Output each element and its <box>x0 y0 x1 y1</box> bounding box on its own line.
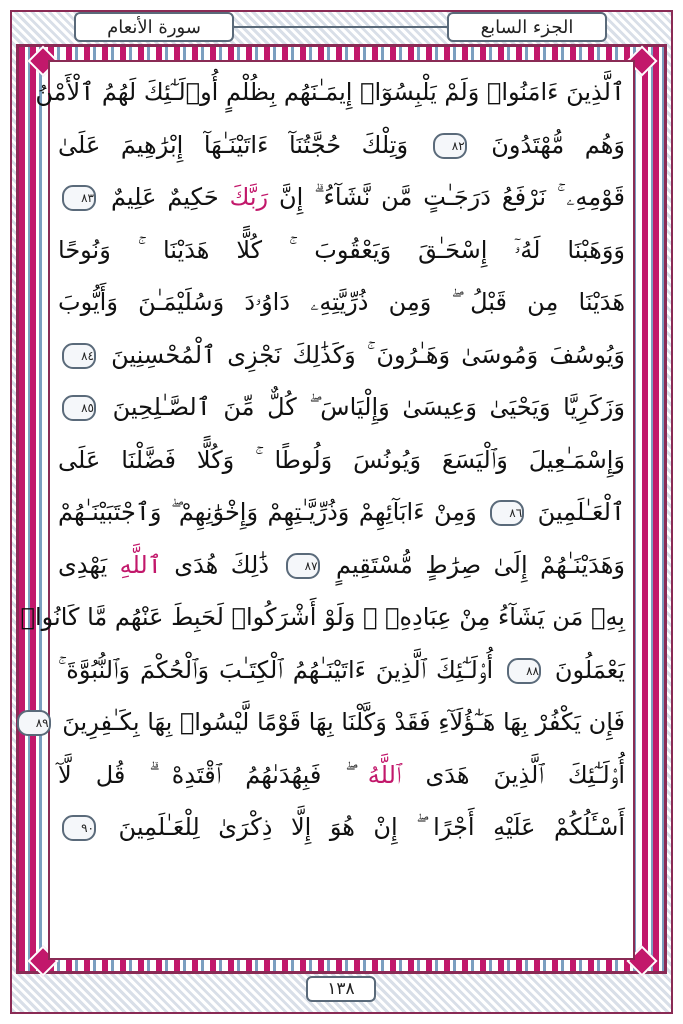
verse-text: ۖ فَبِهُدَىٰهُمُ ٱقْتَدِهْ ۗ قُل لَّآ <box>58 760 346 789</box>
verse-text: ٱلَّذِينَ ءَامَنُوا۟ وَلَمْ يَلْبِسُوٓا۟ إِيمَـٰنَهُم بِظُلْمٍ أُو۟لَـٰٓئِكَ لَهُمُ ٱلْأَمْنُ <box>35 78 625 106</box>
verse-text: وَوَهَبْنَا لَهُۥٓ إِسْحَـٰقَ وَيَعْقُوبَ ۚ كُلًّا هَدَيْنَا ۚ وَنُوحًا <box>58 235 625 264</box>
page-number: ١٣٨ <box>306 976 376 1002</box>
ayah-number-marker: ٨٦ <box>490 500 524 526</box>
verse-text: يَعْمَلُونَ <box>554 655 625 684</box>
divine-name-highlight: ٱللَّهُ <box>367 760 402 789</box>
verse-line <box>58 171 625 224</box>
verse-line <box>58 801 625 854</box>
ayah-number-marker: ٨٧ <box>286 553 320 579</box>
ayah-number-marker: ٨٨ <box>507 658 541 684</box>
verse-text: ٱلْعَـٰلَمِينَ <box>537 498 625 526</box>
verse-text: ذَٰلِكَ هُدَى <box>174 550 270 579</box>
verse-text: وَمِنْ ءَابَآئِهِمْ وَذُرِّيَّـٰتِهِمْ وَإِخْوَٰنِهِمْ ۖ وَٱجْتَبَيْنَـٰهُمْ <box>58 498 477 526</box>
verse-line <box>58 644 625 697</box>
verse-line <box>35 66 625 119</box>
divine-name-highlight: رَبَّكَ <box>229 183 269 211</box>
ayah-number-marker: ٩٠ <box>62 815 96 841</box>
verse-text: بِهِۦ مَن يَشَآءُ مِنْ عِبَادِهِۦ ۚ وَلَوْ أَشْرَكُوا۟ لَحَبِطَ عَنْهُم مَّا كَانُوا۟ <box>20 603 625 631</box>
verse-text: يَهْدِى <box>58 550 108 579</box>
verse-text: هَدَيْنَا مِن قَبْلُ ۖ وَمِن ذُرِّيَّتِهِۦ دَاوُۥدَ وَسُلَيْمَـٰنَ وَأَيُّوبَ <box>58 288 625 316</box>
divine-name-highlight: ٱللَّهِ <box>119 550 162 579</box>
verse-line <box>58 329 625 382</box>
verse-text: فَإِن يَكْفُرْ بِهَا هَـٰٓؤُلَآءِ فَقَدْ وَكَّلْنَا بِهَا قَوْمًا لَّيْسُوا۟ بِهَا بِكَـٰفِرِينَ <box>62 708 625 736</box>
verse-line <box>58 749 625 802</box>
verse-text: أُو۟لَـٰٓئِكَ ٱلَّذِينَ هَدَى <box>425 760 625 789</box>
verse-text: وَزَكَرِيَّا وَيَحْيَىٰ وَعِيسَىٰ وَإِلْيَاسَ ۖ كُلٌّ مِّنَ ٱلصَّـٰلِحِينَ <box>112 393 625 421</box>
verse-line <box>58 539 625 592</box>
verse-line <box>58 224 625 277</box>
verse-line <box>58 276 625 329</box>
verse-text: حَكِيمٌ عَلِيمٌ <box>110 183 219 211</box>
verse-text: وَهَدَيْنَـٰهُمْ إِلَىٰ صِرَٰطٍ مُّسْتَقِيمٍ <box>336 550 625 579</box>
verse-line <box>58 486 625 539</box>
juz-label: الجزء السابع <box>447 12 607 42</box>
verse-text: أُو۟لَـٰٓئِكَ ٱلَّذِينَ ءَاتَيْنَـٰهُمُ ٱلْكِتَـٰبَ وَٱلْحُكْمَ وَٱلنُّبُوَّةَ ۚ <box>58 655 494 684</box>
ayah-number-marker: ٨٤ <box>62 343 96 369</box>
verse-text: أَسْـَٔلُكُمْ عَلَيْهِ أَجْرًا ۖ إِنْ هُوَ إِلَّا ذِكْرَىٰ لِلْعَـٰلَمِينَ <box>118 813 625 841</box>
verse-text: وَيُوسُفَ وَمُوسَىٰ وَهَـٰرُونَ ۚ وَكَذَٰلِكَ نَجْزِى ٱلْمُحْسِنِينَ <box>111 340 625 369</box>
verse-line <box>58 381 625 434</box>
verse-text: وَهُم مُّهْتَدُونَ <box>491 130 625 159</box>
verse-line <box>58 119 625 172</box>
ayah-number-marker: ٨٣ <box>62 185 96 211</box>
header-divider <box>234 26 447 28</box>
verse-line <box>58 434 625 487</box>
ayah-number-marker: ٨٩ <box>17 710 51 736</box>
surah-name-label: سورة الأنعام <box>74 12 234 42</box>
ayah-number-marker: ٨٥ <box>62 395 96 421</box>
verse-text: وَإِسْمَـٰعِيلَ وَٱلْيَسَعَ وَيُونُسَ وَلُوطًا ۚ وَكُلًّا فَضَّلْنَا عَلَى <box>58 445 625 474</box>
verse-lines <box>20 66 625 854</box>
ayah-number-marker: ٨٢ <box>433 133 467 159</box>
verse-text: قَوْمِهِۦ ۚ نَرْفَعُ دَرَجَـٰتٍ مَّن نَّشَآءُ ۗ إِنَّ <box>279 183 625 211</box>
verse-line <box>35 696 625 749</box>
verse-text: وَتِلْكَ حُجَّتُنَآ ءَاتَيْنَـٰهَآ إِبْرَٰهِيمَ عَلَىٰ <box>58 130 409 159</box>
verse-line <box>20 591 625 644</box>
